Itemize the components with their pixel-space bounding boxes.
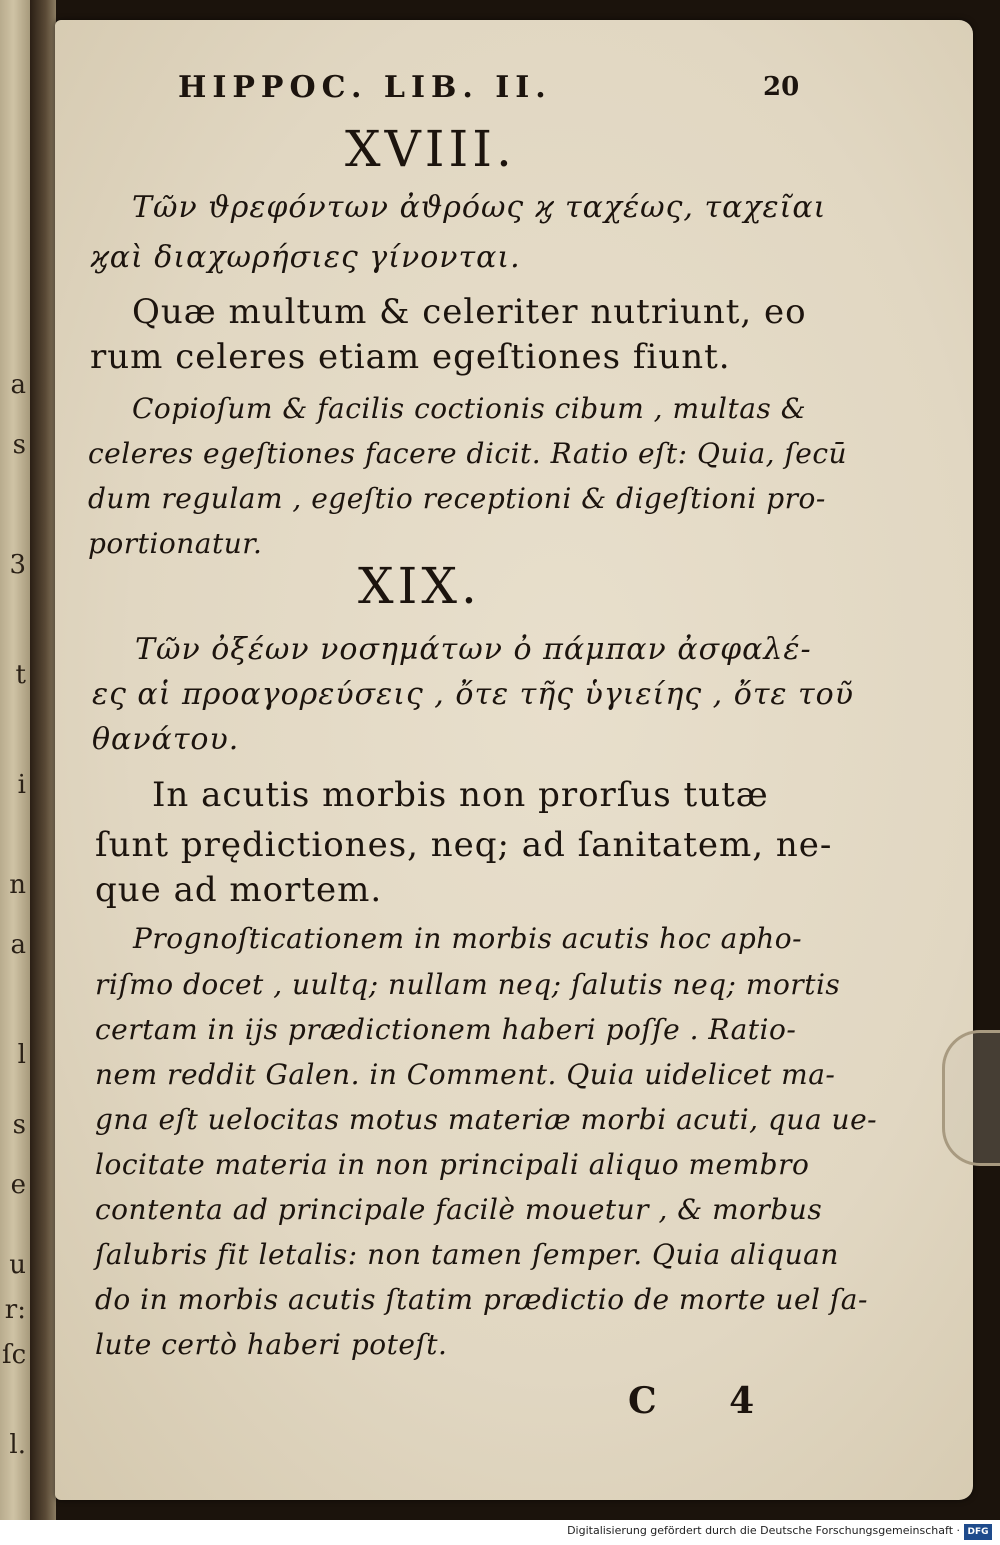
folio-number: 20 [763,72,800,102]
greek-line: ϗαὶ διαχωρήσιες γίνονται. [90,240,521,275]
aphorism-numeral: XIX. [358,557,481,615]
commentary-line: ſalubris fit letalis: non tamen ſemper. Quia aliquan [95,1238,839,1271]
bleed-letter: e [10,1170,26,1200]
dfg-logo: DFG [964,1524,992,1540]
bleed-letter: ſc [2,1340,27,1370]
bleed-letter: l. [9,1430,26,1460]
bleed-letter: s [12,1110,26,1140]
bleed-letter: a [10,370,26,400]
latin-line: In acutis morbis non prorſus tutæ [152,775,769,815]
bleed-letter: i [17,770,26,800]
commentary-line: do in morbis acutis ſtatim prædictio de morte uel ſa- [95,1283,868,1316]
bleed-letter: a [10,930,26,960]
footer-credit: Digitalisierung gefördert durch die Deutsche Forschungsgemeinschaft · [567,1524,960,1537]
latin-line: que ad mortem. [95,870,383,910]
latin-line: rum celeres etiam egeſtiones fiunt. [90,337,731,377]
latin-line: Quæ multum & celeriter nutriunt, eo [132,292,807,332]
latin-line: ſunt prędictiones, neq; ad ſanitatem, ne- [95,825,833,865]
aphorism-numeral: XVIII. [345,120,516,178]
signature-mark: C 4 [628,1380,785,1422]
bleed-letter: n [9,870,26,900]
commentary-line: riſmo docet , uultq; nullam neq; ſalutis neq; mortis [95,968,841,1001]
running-head: HIPPOC. LIB. II. [178,70,552,105]
commentary-line: certam in ijs prædictionem haberi poſſe . Ratio- [95,1013,797,1046]
bleed-letter: r: [4,1295,26,1325]
greek-line: Τῶν ϑρεφόντων ἀϑρόως ϗ ταχέως, ταχεῖαι [132,190,827,225]
bleed-letter: s [12,430,26,460]
footer-bar [0,1520,1000,1545]
greek-line: θανάτου. [92,722,240,757]
commentary-line: lute certò haberi poteſt. [95,1328,448,1361]
commentary-line: contenta ad principale facilè mouetur , & morbus [95,1193,823,1226]
bleed-letter: 3 [9,550,26,580]
bleed-letter: t [15,660,26,690]
bleed-letter: u [9,1250,26,1280]
commentary-line: nem reddit Galen. in Comment. Quia uidelicet ma- [95,1058,836,1091]
book-gutter [30,0,56,1520]
page-clip-tab [942,1030,1000,1166]
commentary-line: Prognoſticationem in morbis acutis hoc apho- [133,922,803,955]
facing-page-edge [0,0,30,1520]
commentary-line: dum regulam , egeſtio receptioni & digeſtioni pro- [88,482,826,515]
greek-line: Τῶν ὀξέων νοσημάτων ὀ πάμπαν ἀσφαλέ- [135,632,812,667]
greek-line: ες αἱ προαγορεύσεις , ὄτε τῆς ὑγιείης , ὄτε τοῦ [92,677,854,712]
commentary-line: locitate materia in non principali aliquo membro [95,1148,810,1181]
bleed-letter: l [17,1040,26,1070]
commentary-line: gna eſt uelocitas motus materiæ morbi acuti, qua ue- [95,1103,878,1136]
commentary-line: portionatur. [88,527,263,560]
commentary-line: Copioſum & facilis coctionis cibum , multas & [132,392,807,425]
commentary-line: celeres egeſtiones facere dicit. Ratio eſt: Quia, ſecū [88,437,848,470]
